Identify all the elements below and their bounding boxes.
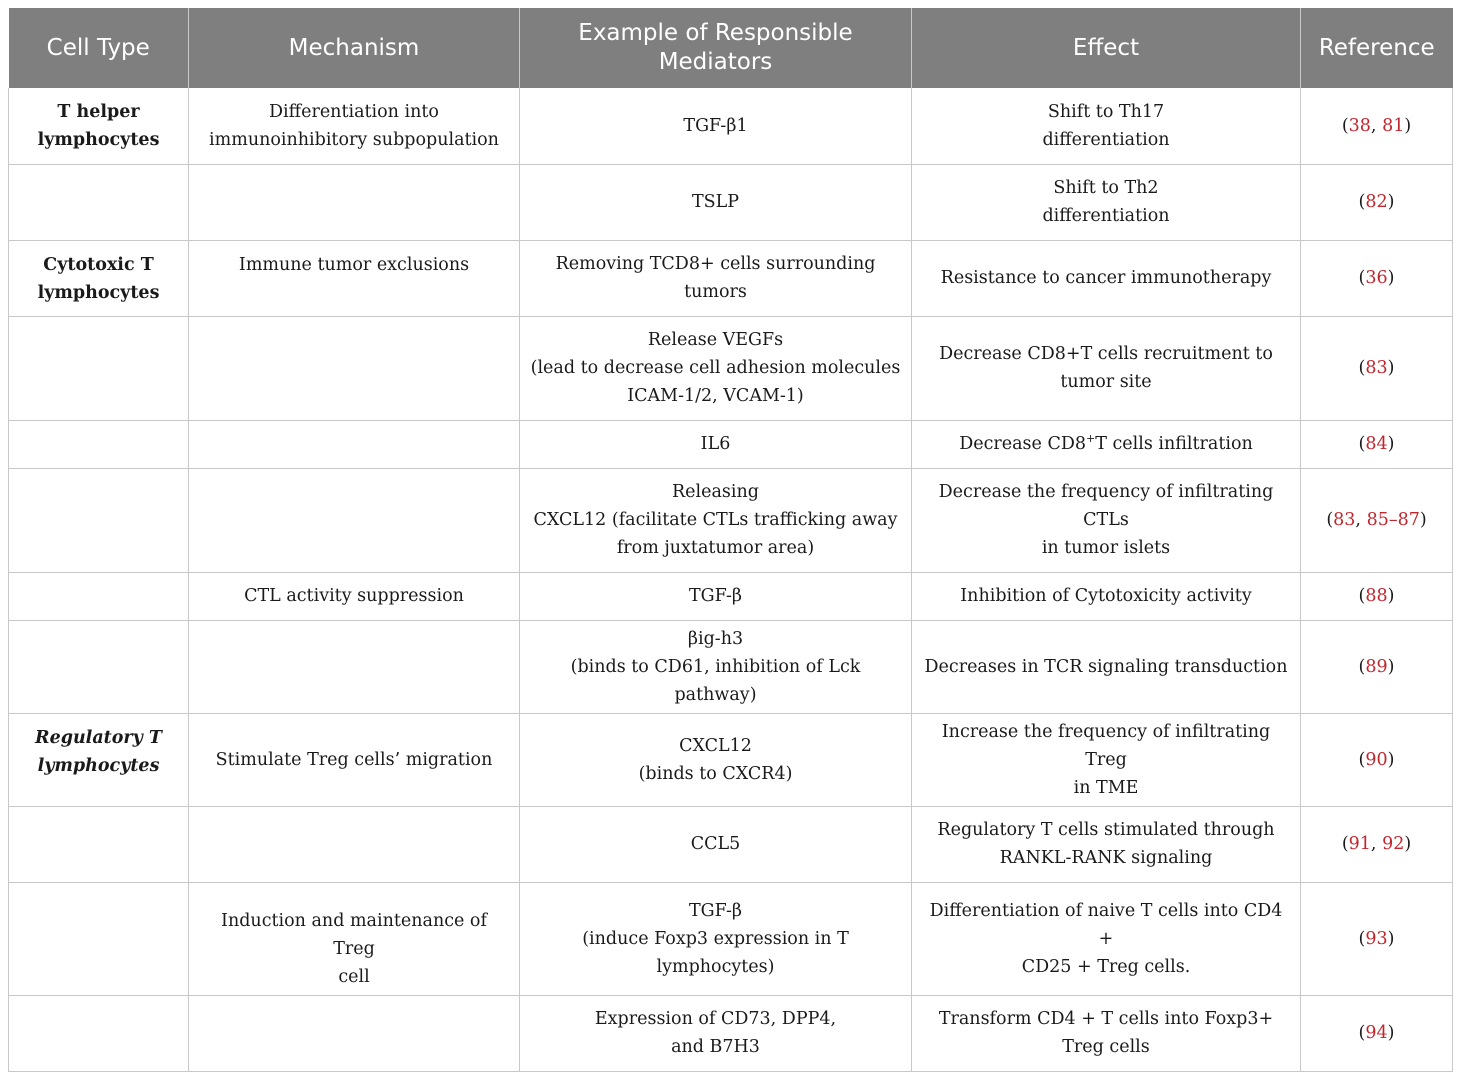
mediators-cell: TSLP: [520, 164, 912, 240]
mediators-cell: TGF-β (induce Foxp3 expression in T lymphocytes): [520, 882, 912, 995]
mechanism-cell: [189, 420, 520, 468]
reference-cell: (91, 92): [1301, 806, 1453, 882]
reference-cell: (38, 81): [1301, 88, 1453, 164]
reference-link[interactable]: 88: [1365, 586, 1388, 606]
header-mediators-line1: Example of Responsible: [578, 20, 853, 46]
cell-type-cell: [9, 995, 189, 1071]
effect-cell: Decrease CD8+T cells recruitment to tumor site: [912, 316, 1301, 420]
header-mediators: [520, 8, 912, 88]
mechanisms-table: [8, 8, 1453, 1072]
table-row: [9, 806, 1453, 882]
effect-cell: Regulatory T cells stimulated through RANKL-RANK signaling: [912, 806, 1301, 882]
mechanism-cell: [189, 164, 520, 240]
effect-cell: Decrease CD8+T cells infiltration: [912, 420, 1301, 468]
table-row: [9, 420, 1453, 468]
mediators-cell: TGF-β1: [520, 88, 912, 164]
header-reference: Reference: [1301, 8, 1453, 88]
reference-link[interactable]: 83: [1365, 358, 1388, 378]
cell-type-cell: [9, 164, 189, 240]
cell-type-cell: T helper lymphocytes: [9, 88, 189, 164]
reference-cell: (83): [1301, 316, 1453, 420]
reference-cell: (93): [1301, 882, 1453, 995]
table-row: [9, 572, 1453, 620]
header-cell-type: Cell Type: [9, 8, 189, 88]
mechanism-cell: Immune tumor exclusions: [189, 240, 520, 316]
effect-cell: Shift to Th17 differentiation: [912, 88, 1301, 164]
table-row: [9, 88, 1453, 164]
effect-cell: Shift to Th2 differentiation: [912, 164, 1301, 240]
reference-cell: (88): [1301, 572, 1453, 620]
mediators-cell: Release VEGFs (lead to decrease cell adhesion molecules ICAM-1/2, VCAM-1): [520, 316, 912, 420]
reference-cell: (36): [1301, 240, 1453, 316]
header-effect: Effect: [912, 8, 1301, 88]
reference-cell: (83, 85–87): [1301, 468, 1453, 572]
reference-link[interactable]: 82: [1365, 192, 1388, 212]
cell-type-cell: [9, 420, 189, 468]
mechanism-cell: [189, 995, 520, 1071]
reference-cell: (90): [1301, 713, 1453, 806]
mediators-cell: Releasing CXCL12 (facilitate CTLs trafficking away from juxtatumor area): [520, 468, 912, 572]
reference-cell: (89): [1301, 620, 1453, 713]
table-row: [9, 316, 1453, 420]
mechanism-cell: [189, 620, 520, 713]
reference-link[interactable]: 91: [1348, 834, 1371, 854]
reference-link[interactable]: 93: [1365, 928, 1388, 949]
table-row: [9, 882, 1453, 995]
reference-link[interactable]: 92: [1382, 834, 1405, 854]
effect-cell: Decreases in TCR signaling transduction: [912, 620, 1301, 713]
table-row: [9, 995, 1453, 1071]
header-row: [9, 8, 1453, 88]
effect-cell: Inhibition of Cytotoxicity activity: [912, 572, 1301, 620]
mediators-cell: Removing TCD8+ cells surrounding tumors: [520, 240, 912, 316]
mediators-cell: TGF-β: [520, 572, 912, 620]
cell-type-cell: [9, 620, 189, 713]
mediators-cell: CXCL12 (binds to CXCR4): [520, 713, 912, 806]
mechanism-cell: CTL activity suppression: [189, 572, 520, 620]
mechanisms-table-container: [8, 8, 1452, 1072]
reference-link[interactable]: 83: [1333, 510, 1356, 530]
reference-cell: (94): [1301, 995, 1453, 1071]
mediators-cell: Expression of CD73, DPP4, and B7H3: [520, 995, 912, 1071]
cell-type-cell: Regulatory T lymphocytes: [9, 713, 189, 806]
table-row: [9, 620, 1453, 713]
mechanism-cell: Stimulate Treg cells’ migration: [189, 713, 520, 806]
table-row: [9, 468, 1453, 572]
effect-cell: Differentiation of naive T cells into CD4 + CD25 + Treg cells.: [912, 882, 1301, 995]
mechanism-cell: Differentiation into immunoinhibitory subpopulation: [189, 88, 520, 164]
reference-cell: (84): [1301, 420, 1453, 468]
reference-link[interactable]: 38: [1348, 115, 1371, 136]
cell-type-cell: [9, 572, 189, 620]
effect-cell: Decrease the frequency of infiltrating CTLs in tumor islets: [912, 468, 1301, 572]
cell-type-cell: [9, 316, 189, 420]
reference-link[interactable]: 84: [1365, 434, 1388, 454]
cell-type-cell: [9, 468, 189, 572]
cell-type-cell: [9, 882, 189, 995]
mechanism-cell: [189, 806, 520, 882]
header-mechanism: Mechanism: [189, 8, 520, 88]
table-row: [9, 713, 1453, 806]
reference-link[interactable]: 81: [1382, 115, 1405, 136]
mediators-cell: IL6: [520, 420, 912, 468]
mechanism-cell: [189, 316, 520, 420]
reference-link[interactable]: 36: [1365, 268, 1388, 288]
effect-cell: Transform CD4 + T cells into Foxp3+ Treg cells: [912, 995, 1301, 1071]
effect-cell: Resistance to cancer immunotherapy: [912, 240, 1301, 316]
reference-link[interactable]: 85–87: [1366, 510, 1420, 530]
table-row: [9, 164, 1453, 240]
header-mediators-line2: Mediators: [658, 49, 773, 75]
reference-link[interactable]: 94: [1365, 1023, 1388, 1043]
cell-type-cell: Cytotoxic T lymphocytes: [9, 240, 189, 316]
effect-cell: Increase the frequency of infiltrating Treg in TME: [912, 713, 1301, 806]
cell-type-cell: [9, 806, 189, 882]
mechanism-cell: [189, 468, 520, 572]
reference-link[interactable]: 89: [1365, 656, 1388, 677]
reference-cell: (82): [1301, 164, 1453, 240]
table-row: [9, 240, 1453, 316]
mediators-cell: βig-h3 (binds to CD61, inhibition of Lck pathway): [520, 620, 912, 713]
reference-link[interactable]: 90: [1365, 749, 1388, 770]
mechanism-cell: Induction and maintenance of Treg cell: [189, 882, 520, 995]
mediators-cell: CCL5: [520, 806, 912, 882]
